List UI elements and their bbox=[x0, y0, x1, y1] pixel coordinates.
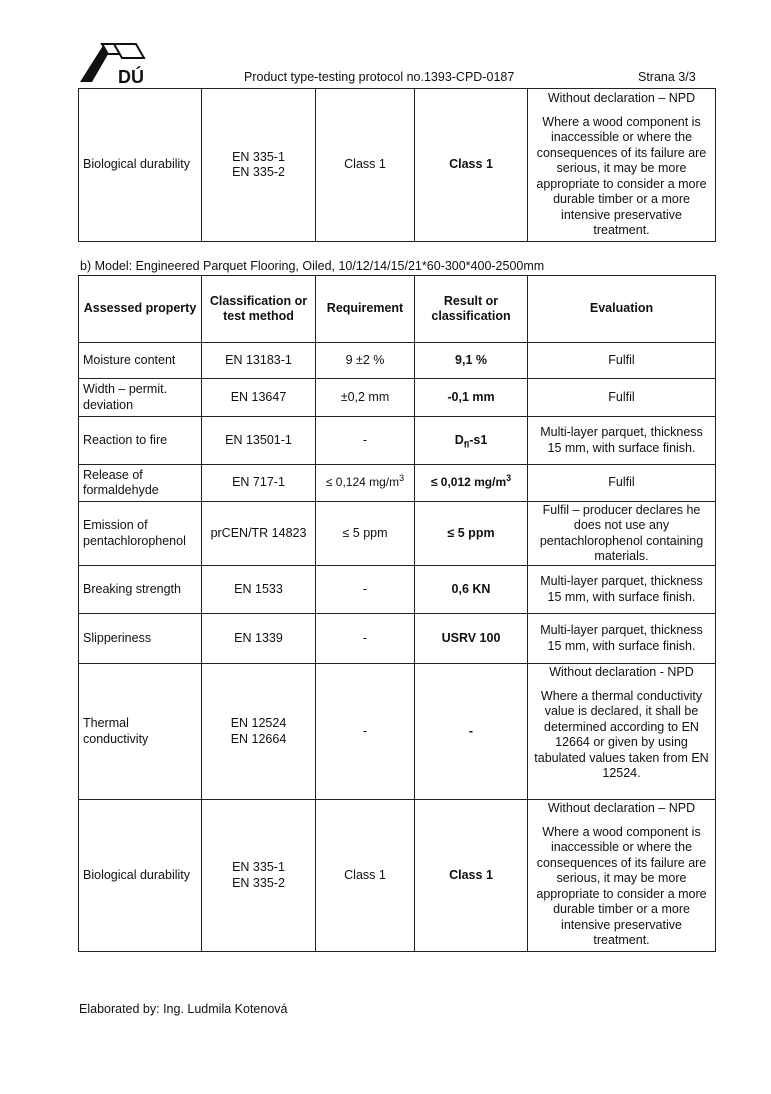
requirement-superscript: 3 bbox=[399, 473, 405, 484]
table-row bbox=[79, 800, 716, 952]
method-cell bbox=[202, 89, 316, 242]
method-cell bbox=[202, 664, 316, 800]
table-row bbox=[79, 379, 716, 417]
method-cell: EN 1339 bbox=[202, 614, 316, 664]
property-cell: Biological durability bbox=[79, 89, 202, 242]
requirement-cell: ±0,2 mm bbox=[316, 379, 415, 417]
table-row bbox=[79, 502, 716, 566]
result-cell: ≤ 5 ppm bbox=[415, 502, 528, 566]
result-cell: -0,1 mm bbox=[415, 379, 528, 417]
requirement-cell: Class 1 bbox=[316, 89, 415, 242]
property-cell: Biological durability bbox=[79, 800, 202, 952]
method-line: EN 335-1 bbox=[232, 149, 285, 164]
section-model-label: b) Model: Engineered Parquet Flooring, Oiled, 10/12/14/15/21*60-300*400-2500mm bbox=[80, 259, 545, 273]
evaluation-cell: Multi-layer parquet, thickness 15 mm, with surface finish. bbox=[528, 614, 716, 664]
result-cell: 0,6 KN bbox=[415, 566, 528, 614]
evaluation-cell: Multi-layer parquet, thickness 15 mm, with surface finish. bbox=[528, 566, 716, 614]
method-line: EN 12664 bbox=[230, 731, 287, 746]
table-row bbox=[79, 614, 716, 664]
method-cell: EN 717-1 bbox=[202, 465, 316, 502]
column-header: Classification or test method bbox=[202, 276, 316, 343]
institute-logo bbox=[78, 38, 150, 86]
test-results-table bbox=[78, 275, 716, 952]
result-main: D bbox=[454, 432, 464, 447]
result-superscript: 3 bbox=[506, 473, 512, 484]
column-header: Assessed property bbox=[79, 276, 202, 343]
result-cell: USRV 100 bbox=[415, 614, 528, 664]
property-cell: Slipperiness bbox=[79, 614, 202, 664]
evaluation-cell bbox=[528, 664, 716, 800]
requirement-cell: - bbox=[316, 417, 415, 465]
evaluation-cell bbox=[528, 800, 716, 952]
result-subscript: fl bbox=[463, 439, 470, 450]
evaluation-note: Where a thermal conductivity value is declared, it shall be determined according to EN 12664 or given by using tabulated values taken from EN 12524. bbox=[534, 688, 709, 780]
continuation-table bbox=[78, 88, 716, 242]
evaluation-note: Where a wood component is inaccessible or where the consequences of its failure are serious, it may be more appropriate to consider a more durable timber or a more intensive preservative treatment. bbox=[536, 114, 707, 237]
evaluation-cell: Fulfil bbox=[528, 343, 716, 379]
property-cell: Moisture content bbox=[79, 343, 202, 379]
table-row bbox=[79, 343, 716, 379]
method-cell: EN 13501-1 bbox=[202, 417, 316, 465]
requirement-cell: - bbox=[316, 664, 415, 800]
evaluation-cell: Fulfil bbox=[528, 465, 716, 502]
result-cell bbox=[415, 465, 528, 502]
requirement-cell: - bbox=[316, 614, 415, 664]
evaluation-cell: Fulfil bbox=[528, 379, 716, 417]
property-cell: Release of formaldehyde bbox=[79, 465, 202, 502]
requirement-cell: 9 ±2 % bbox=[316, 343, 415, 379]
evaluation-cell: Multi-layer parquet, thickness 15 mm, with surface finish. bbox=[528, 417, 716, 465]
method-cell: EN 13647 bbox=[202, 379, 316, 417]
requirement-cell: ≤ 5 ppm bbox=[316, 502, 415, 566]
method-line: EN 335-1 bbox=[232, 860, 285, 874]
property-cell: Emission of pentachlorophenol bbox=[79, 502, 202, 566]
column-header: Result or classification bbox=[415, 276, 528, 343]
elaborated-by: Elaborated by: Ing. Ludmila Kotenová bbox=[79, 1002, 288, 1016]
method-line: EN 335-2 bbox=[232, 875, 285, 890]
table-row bbox=[79, 417, 716, 465]
table-row bbox=[79, 566, 716, 614]
requirement-main: ≤ 0,124 mg/m bbox=[325, 475, 400, 490]
method-line: EN 335-2 bbox=[232, 165, 285, 179]
method-cell: EN 13183-1 bbox=[202, 343, 316, 379]
result-tail: -s1 bbox=[469, 432, 488, 447]
table-row bbox=[79, 89, 716, 242]
requirement-cell: - bbox=[316, 566, 415, 614]
result-cell: Class 1 bbox=[415, 89, 528, 242]
evaluation-cell bbox=[528, 89, 716, 242]
result-main: ≤ 0,012 mg/m bbox=[430, 475, 507, 490]
property-cell: Breaking strength bbox=[79, 566, 202, 614]
page-number: Strana 3/3 bbox=[638, 70, 696, 84]
result-cell bbox=[415, 417, 528, 465]
method-cell: prCEN/TR 14823 bbox=[202, 502, 316, 566]
property-cell: Width – permit. deviation bbox=[79, 379, 202, 417]
method-cell bbox=[202, 800, 316, 952]
column-header: Requirement bbox=[316, 276, 415, 343]
requirement-cell bbox=[316, 465, 415, 502]
evaluation-cell: Fulfil – producer declares he does not use any pentachlorophenol containing materials. bbox=[528, 502, 716, 566]
result-cell: 9,1 % bbox=[415, 343, 528, 379]
logo-text: DÚ bbox=[118, 67, 144, 86]
method-line: EN 12524 bbox=[230, 716, 287, 730]
table-row bbox=[79, 465, 716, 502]
document-title: Product type-testing protocol no.1393-CPD-0187 bbox=[244, 70, 515, 84]
column-header: Evaluation bbox=[528, 276, 716, 343]
table-row bbox=[79, 664, 716, 800]
evaluation-note: Where a wood component is inaccessible or where the consequences of its failure are serious, it may be more appropriate to consider a more durable timber or a more intensive preservative treatment. bbox=[536, 824, 707, 947]
evaluation-head: Without declaration – NPD bbox=[547, 91, 696, 105]
property-cell: Thermal conductivity bbox=[79, 664, 202, 800]
property-cell: Reaction to fire bbox=[79, 417, 202, 465]
table-header-row bbox=[79, 276, 716, 343]
evaluation-head: Without declaration - NPD bbox=[549, 665, 694, 679]
requirement-cell: Class 1 bbox=[316, 800, 415, 952]
result-cell: - bbox=[415, 664, 528, 800]
evaluation-head: Without declaration – NPD bbox=[547, 801, 696, 815]
method-cell: EN 1533 bbox=[202, 566, 316, 614]
result-cell: Class 1 bbox=[415, 800, 528, 952]
